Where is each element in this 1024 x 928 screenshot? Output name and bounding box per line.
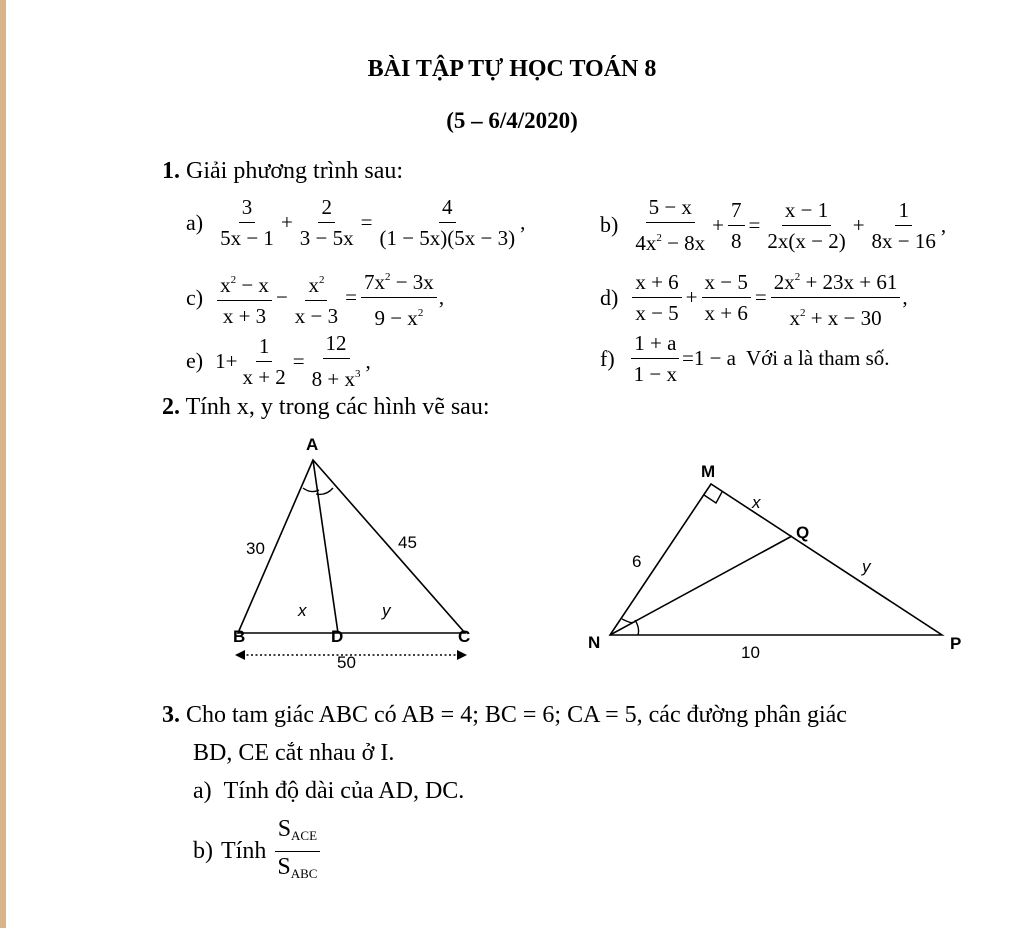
question-1-text: Giải phương trình sau: (186, 158, 404, 184)
side-ac-label: 45 (398, 533, 417, 552)
question-3-part-b: b) Tính $\frac{S_{ACE}}{S_{ABC}}$ (193, 816, 322, 887)
question-2-number: 2. (162, 394, 180, 420)
question-3-number: 3. (162, 702, 180, 728)
fraction: $\frac{1}{x + 2}$ (242, 333, 286, 389)
fraction: $\frac{1}{8x - 16}$ (871, 197, 936, 253)
bisector-ad (313, 460, 338, 633)
fraction: $\frac{x - 5}{x + 6}$ (702, 269, 751, 326)
equation-e-label: e) (186, 348, 204, 373)
vertex-m-label: M (701, 462, 716, 481)
vertex-n-label: N (588, 633, 601, 652)
fraction: $\frac{3}{5x - 1}$ (220, 195, 274, 250)
question-3-line-2: BD, CE cắt nhau ở I. (193, 740, 395, 766)
equation-c: c) $\frac{x^2 - x}{x + 3}$ − $\frac{x^2}{x - 3}$ = $\frac{7x^2 - 3x}{9 - x^2}$ , (186, 264, 444, 331)
fraction: $\frac{2}{3 - 5x}$ (299, 195, 354, 250)
question-1-heading (162, 158, 403, 185)
equation-b: b) $\frac{5 - x}{4x^2 - 8x}$ + $\frac{7}{8}$ = $\frac{x - 1}{2x(x - 2)}$ + $\frac{1}{8x - 16}$ , (600, 195, 947, 255)
segment-y-label: y (862, 557, 871, 576)
angle-mark-lower (635, 620, 639, 635)
fraction: $\frac{x^2 - x}{x + 3}$ (217, 267, 272, 329)
figure-triangle-mnp (580, 452, 980, 672)
angle-mark-upper (622, 619, 633, 623)
question-1-number: 1. (162, 158, 180, 184)
segment-x-label: x (752, 493, 761, 512)
side-np-label: 10 (741, 643, 760, 662)
vertex-p-label: P (950, 634, 962, 653)
fraction: $\frac{5 - x}{4x^2 - 8x}$ (635, 195, 706, 255)
equation-a: a) $\frac{3}{5x - 1}$ + $\frac{2}{3 - 5x}$ = $\frac{4}{(1 - 5x)(5x - 3)}$ , (186, 195, 526, 250)
arrow-right-icon (457, 650, 467, 660)
equation-f-note: Với a là tham số. (746, 346, 890, 370)
right-angle-mark (704, 492, 722, 503)
equation-d-label: d) (600, 284, 619, 310)
equation-f-label: f) (600, 345, 615, 371)
vertex-c-label: C (458, 627, 471, 646)
question-2-heading (162, 394, 490, 421)
page-subtitle: (5 – 6/4/2020) (446, 108, 578, 133)
segment-y-label: y (382, 601, 391, 620)
side-mn-label: 6 (632, 552, 642, 571)
side-bc-label: 50 (337, 653, 356, 672)
bisector-nq (610, 536, 792, 635)
figure-triangle-abc (220, 430, 490, 680)
equation-f: f) $\frac{1 + a}{1 - x}$ =1 − a Với a là tham số. (600, 331, 890, 386)
fraction: $\frac{x - 1}{2x(x - 2)}$ (767, 197, 846, 253)
question-3-line-1: 3. Cho tam giác ABC có AB = 4; BC = 6; CA = 5, các đường phân giác (162, 702, 847, 728)
question-3-part-a: a) Tính độ dài của AD, DC. (193, 778, 465, 804)
vertex-b-label: B (233, 627, 246, 646)
equation-a-label: a) (186, 209, 204, 235)
fraction: $\frac{x^2}{x - 3}$ (292, 267, 341, 329)
equation-b-label: b) (600, 212, 619, 237)
question-2-text: Tính x, y trong các hình vẽ sau: (185, 394, 490, 420)
vertex-a-label: A (306, 435, 319, 454)
fraction: $\frac{1 + a}{1 - x}$ (631, 330, 680, 387)
segment-x-label: x (298, 601, 307, 620)
fraction: $\frac{x + 6}{x - 5}$ (632, 269, 681, 326)
page-edge (0, 0, 6, 928)
arrow-left-icon (235, 650, 245, 660)
triangle-mnp-outline (610, 484, 942, 635)
triangle-abc-outline (238, 460, 465, 633)
fraction: $\frac{2x^2 + 23x + 61}{x^2 + x - 30}$ (771, 264, 901, 331)
page-title: BÀI TẬP TỰ HỌC TOÁN 8 (367, 56, 657, 82)
vertex-d-label: D (331, 627, 344, 646)
equation-c-label: c) (186, 284, 204, 310)
side-ab-label: 30 (246, 539, 265, 558)
fraction: $\frac{7}{8}$ (728, 197, 745, 254)
fraction: $\frac{4}{(1 - 5x)(5x - 3)}$ (379, 195, 516, 250)
area-ratio-fraction: $\frac{S_{ACE}}{S_{ABC}}$ (274, 816, 320, 887)
equation-d: d) $\frac{x + 6}{x - 5}$ + $\frac{x - 5}{x + 6}$ = $\frac{2x^2 + 23x + 61}{x^2 + x - 30}$ , (600, 264, 908, 331)
fraction: $\frac{12}{8 + x^3}$ (311, 331, 361, 391)
equation-e: e) 1+ $\frac{1}{x + 2}$ = $\frac{12}{8 + x^3}$ , (186, 331, 371, 391)
fraction: $\frac{7x^2 - 3x}{9 - x^2}$ (361, 264, 437, 331)
vertex-q-label: Q (796, 523, 810, 542)
